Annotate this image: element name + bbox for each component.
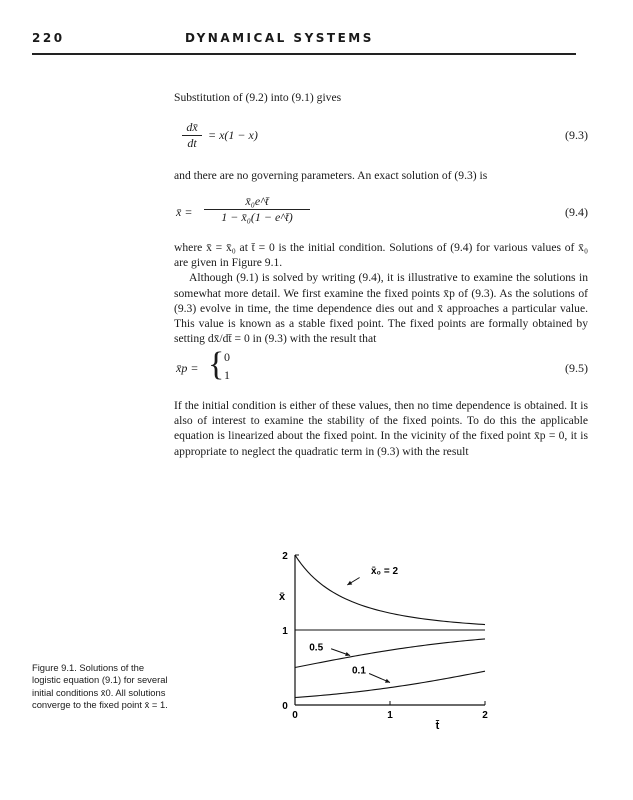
y-tick-label-1: 1 bbox=[282, 626, 288, 637]
equation-9-4 bbox=[174, 194, 588, 234]
equation-9-5 bbox=[174, 346, 588, 390]
y-tick-label-0: 0 bbox=[282, 701, 288, 712]
page-number: 220 bbox=[32, 31, 65, 45]
series-line-2 bbox=[295, 639, 485, 668]
eq93-fraction bbox=[182, 120, 202, 151]
annotation-0-1-label: 0.1 bbox=[352, 665, 366, 677]
x-tick-label-2: 2 bbox=[482, 710, 488, 721]
text-block-1 bbox=[174, 168, 588, 183]
eq93-denominator: dt bbox=[187, 136, 197, 150]
running-title: DYNAMICAL SYSTEMS bbox=[185, 31, 374, 45]
x-tick-label-1: 1 bbox=[387, 710, 393, 721]
equation-9-3 bbox=[174, 120, 588, 160]
eq93-numerator: dx̄ bbox=[182, 120, 202, 136]
text-block-3 bbox=[174, 398, 588, 459]
x-tick-label-0: 0 bbox=[292, 710, 298, 721]
figure-caption: Figure 9.1. Solutions of the logistic equation (9.1) for several initial conditions x̄0. All solutions converge to the fixed point x̄ = 1. bbox=[32, 662, 168, 711]
eq95-label: (9.5) bbox=[565, 361, 588, 375]
eq95-case-2: 1 bbox=[224, 368, 230, 382]
figure-9-1-chart bbox=[250, 545, 500, 745]
eq93-label: (9.3) bbox=[565, 128, 588, 142]
annotation-0-5-label: 0.5 bbox=[309, 642, 324, 654]
annotation-0-5-arrowhead bbox=[345, 652, 350, 656]
y-axis-label: x̄ bbox=[278, 591, 286, 603]
eq94-fraction bbox=[204, 194, 310, 225]
annotation-x0-2-label: x̄₀ = 2 bbox=[371, 565, 399, 577]
eq95-case-1: 0 bbox=[224, 350, 230, 364]
y-tick-label-2: 2 bbox=[282, 551, 288, 562]
eq94-lhs: x̄ = bbox=[176, 205, 193, 219]
x-axis-label: t̄ bbox=[435, 720, 440, 732]
eq94-label: (9.4) bbox=[565, 205, 588, 219]
intro-text bbox=[174, 90, 588, 105]
eq95-brace: { bbox=[208, 346, 225, 383]
text-block-2 bbox=[174, 240, 588, 346]
eq95-lhs: x̄p = bbox=[176, 361, 199, 375]
paragraph-after-9-4: where x̄ = x̄₀ at t̄ = 0 is the initial condition. Solutions of (9.4) for various values of x̄₀ are given in Figure 9.1. bbox=[174, 241, 588, 270]
paragraph-after-9-5: If the initial condition is either of these values, then no time dependence is obtained. It is also of interest to examine the stability of the fixed points. To do this the applicable equation is linearized about the fixed point. In the vicinity of the fixed point x̄p = 0, it is appropriate to neglect the quadratic term in (9.3) with the result bbox=[174, 399, 588, 458]
series-line-3 bbox=[295, 671, 485, 697]
paragraph-after-9-3: and there are no governing parameters. An exact solution of (9.3) is bbox=[174, 169, 488, 182]
plot-area bbox=[279, 551, 488, 732]
running-header bbox=[32, 31, 576, 55]
intro-paragraph: Substitution of (9.2) into (9.1) gives bbox=[174, 91, 342, 104]
eq93-rhs: = x(1 − x) bbox=[208, 128, 258, 142]
eq94-denominator: 1 − x̄₀(1 − e^t̄) bbox=[221, 210, 293, 224]
eq94-numerator: x̄₀e^t̄ bbox=[204, 194, 310, 210]
paragraph-fixed-points: Although (9.1) is solved by writing (9.4), it is illustrative to examine the solutions in somewhat more detail. We first examine the fixed points x̄p of (9.3). As the solutions of (9.3) evolve in time, the time dependence dies out and x̄ approaches a particular value. This value is known as a stable fixed point. The fixed points are formally obtained by setting dx̄/dt̄ = 0 in (9.3) with the result that bbox=[174, 271, 588, 346]
